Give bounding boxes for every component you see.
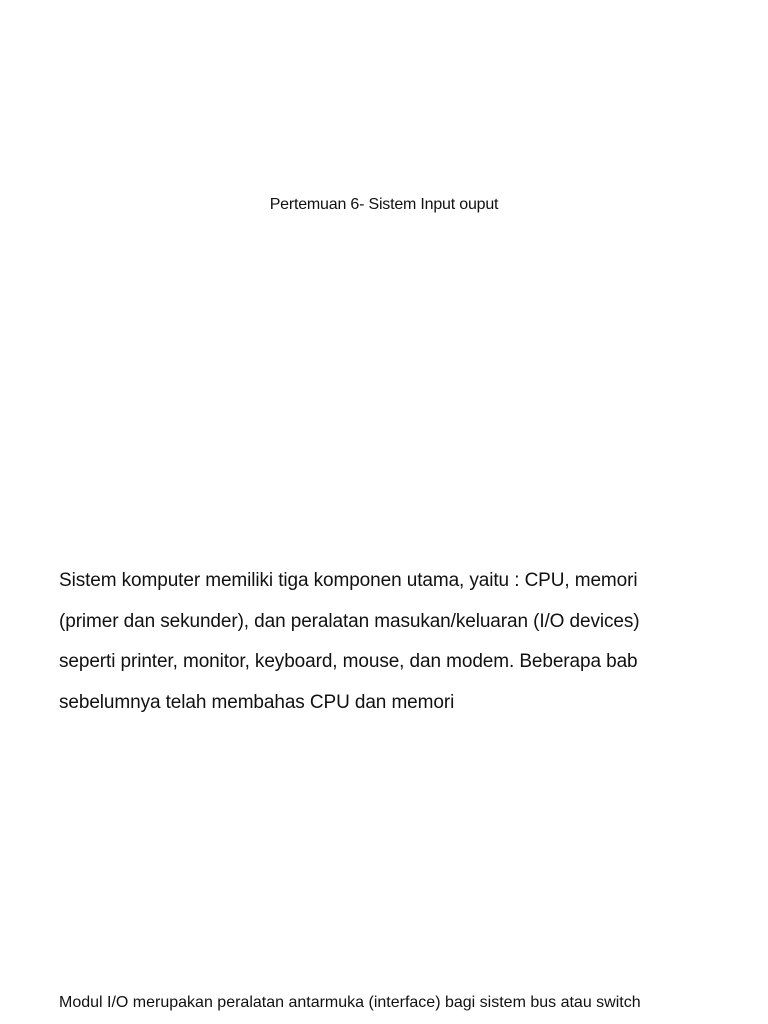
intro-paragraph: [59, 561, 719, 723]
paragraph-line: sebelumnya telah membahas CPU dan memori: [59, 691, 455, 713]
paragraph-line: (primer dan sekunder), dan peralatan masukan/keluaran (I/O devices): [59, 610, 640, 632]
page-title: Pertemuan 6- Sistem Input ouput: [269, 196, 499, 213]
paragraph-line: Sistem komputer memiliki tiga komponen utama, yaitu : CPU, memori: [59, 570, 638, 591]
paragraph-line: seperti printer, monitor, keyboard, mouse, dan modem. Beberapa bab: [59, 651, 638, 672]
module-io-paragraph: Modul I/O merupakan peralatan antarmuka (interface) bagi sistem bus atau switch: [59, 994, 641, 1011]
